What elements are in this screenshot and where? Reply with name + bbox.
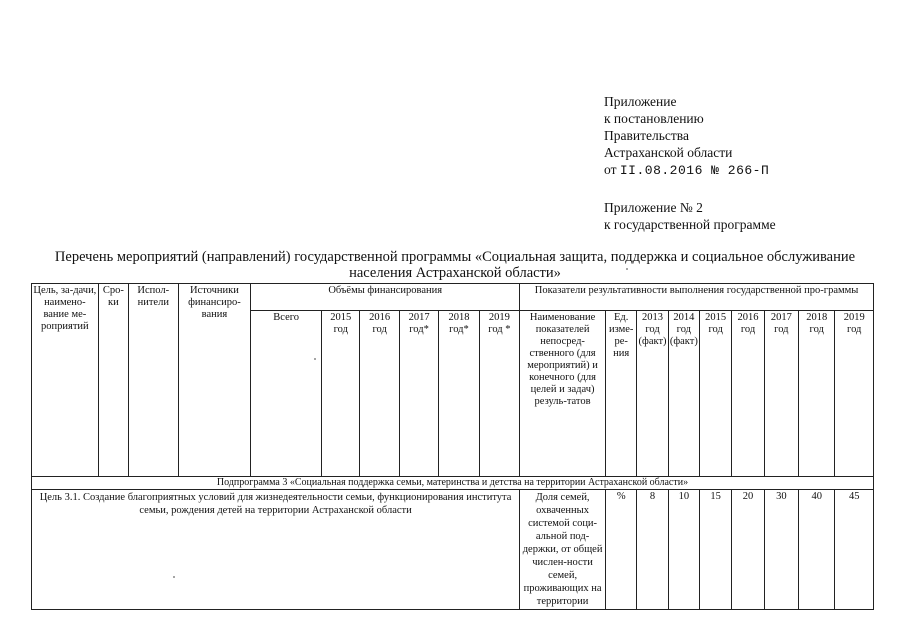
header-result-2015: 2015 год (700, 311, 732, 477)
value-2013: 8 (637, 490, 668, 610)
header-funding-2017: 2017 год* (399, 311, 438, 477)
header-result-2017: 2017 год (764, 311, 798, 477)
header-result-2019: 2019 год (835, 311, 874, 477)
value-2018: 40 (799, 490, 835, 610)
header-result-2018: 2018 год (799, 311, 835, 477)
goal-cell: Цель 3.1. Создание благоприятных условий для жизнедеятельности семьи, функционирования института семьи, рождения детей на территории Астраханской области (32, 490, 520, 610)
unit-cell: % (606, 490, 637, 610)
value-2017: 30 (764, 490, 798, 610)
appendix-2-header (604, 199, 776, 233)
header-results-group: Показатели результативности выполнения государственной про-граммы (520, 284, 874, 311)
subprogram-title: Подпрограмма 3 «Социальная поддержка семьи, материнства и детства на территории Астраханской области» (32, 477, 874, 490)
header-funding-2016: 2016 год (360, 311, 399, 477)
scan-speck (314, 358, 316, 360)
header-result-2014: 2014 год (факт) (668, 311, 699, 477)
appendix-line: к постановлению (604, 111, 704, 126)
date-prefix: от (604, 162, 617, 177)
scan-speck (626, 268, 628, 270)
value-2016: 20 (732, 490, 764, 610)
subprogram-row (32, 477, 874, 490)
table-row (32, 490, 874, 610)
value-2019: 45 (835, 490, 874, 610)
appendix-line: Приложение (604, 94, 677, 109)
indicator-cell: Доля семей, охваченных системой соци-альной под-держки, от общей числен-ности семей, проживающих на территории (520, 490, 606, 610)
document-title: Перечень мероприятий (направлений) государственной программы «Социальная защита, поддержка и социальное обслуживание населения Астраханской области» (54, 249, 856, 281)
decree-date-number: II.08.2016 № 266-П (619, 163, 770, 178)
value-2015: 15 (700, 490, 732, 610)
header-result-2013: 2013 год (факт) (637, 311, 668, 477)
header-funding-2015: 2015 год (322, 311, 360, 477)
header-funding-2018: 2018 год* (439, 311, 479, 477)
appendix-2-line: Приложение № 2 (604, 200, 703, 215)
table-header-row (32, 284, 874, 311)
header-total: Всего (251, 311, 322, 477)
header-terms: Сро-ки (98, 284, 128, 477)
header-result-2016: 2016 год (732, 311, 764, 477)
header-funding-2019: 2019 год * (479, 311, 519, 477)
header-unit: Ед. изме-ре-ния (606, 311, 637, 477)
value-2014: 10 (668, 490, 699, 610)
header-funding-group: Объёмы финансирования (251, 284, 520, 311)
measures-table (31, 283, 874, 610)
appendix-header (604, 93, 769, 179)
appendix-line: Правительства (604, 128, 689, 143)
appendix-line: Астраханской области (604, 145, 733, 160)
appendix-2-line: к государственной программе (604, 217, 776, 232)
scan-speck (173, 576, 175, 578)
header-sources: Источники финансиро-вания (178, 284, 251, 477)
header-goal: Цель, за-дачи, наимено-вание ме-роприятий (32, 284, 99, 477)
header-indicator-name: Наименование показателей непосред-ственного (для мероприятий) и конечного (для целей и задач) резуль-татов (520, 311, 606, 477)
appendix-date-line (604, 161, 769, 179)
header-executors: Испол-нители (129, 284, 179, 477)
